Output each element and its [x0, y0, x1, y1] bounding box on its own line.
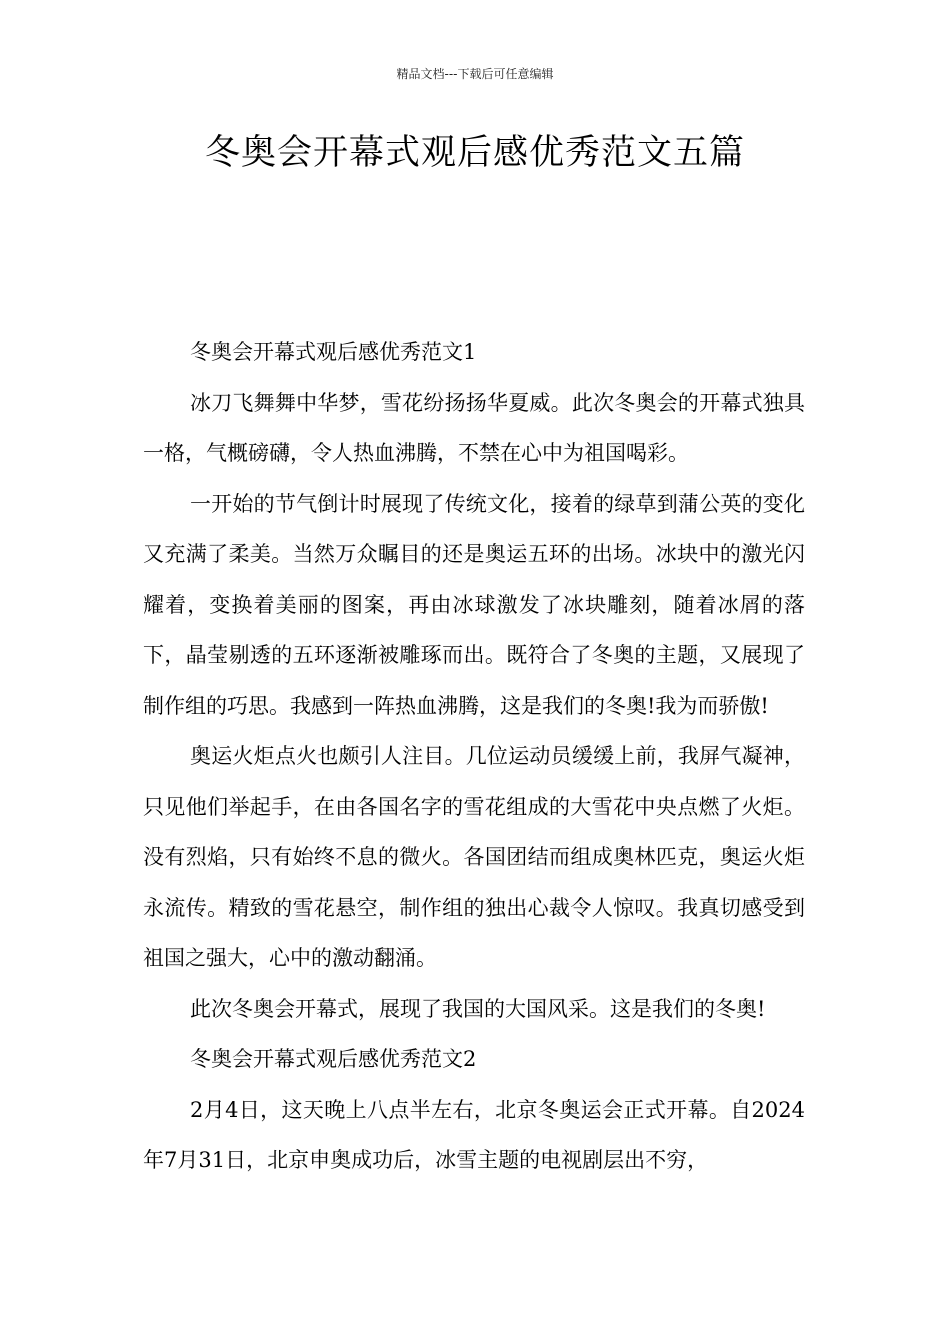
- section-heading-2: 冬奥会开幕式观后感优秀范文2: [190, 1047, 477, 1071]
- paragraph: 此次冬奥会开幕式，展现了我国的大国风采。这是我们的冬奥!: [190, 996, 766, 1021]
- document-title: 冬奥会开幕式观后感优秀范文五篇: [204, 133, 745, 173]
- paragraph: 冰刀飞舞舞中华梦，雪花纷扬扬华夏威。此次冬奥会的开幕式独具一格，气概磅礴，令人热血沸腾，不禁在心中为祖国喝彩。: [143, 390, 805, 465]
- section-heading-1: 冬奥会开幕式观后感优秀范文1: [190, 340, 477, 364]
- page-header: 精品文档---下载后可任意编辑: [396, 67, 554, 81]
- paragraph: 奥运火炬点火也颇引人注目。几位运动员缓缓上前，我屏气凝神，只见他们举起手，在由各国名字的雪花组成的大雪花中央点燃了火炬。没有烈焰，只有始终不息的微火。各国团结而组成奥林匹克，奥运火炬永流传。精致的雪花悬空，制作组的独出心裁令人惊叹。我真切感受到祖国之强大，心中的激动翻涌。: [143, 744, 805, 970]
- document-body: [143, 327, 805, 1186]
- paragraph: 2月4日，这天晚上八点半左右，北京冬奥运会正式开幕。自2024年7月31日，北京申奥成功后，冰雪主题的电视剧层出不穷，: [143, 1097, 805, 1172]
- paragraph: 一开始的节气倒计时展现了传统文化，接着的绿草到蒲公英的变化又充满了柔美。当然万众瞩目的还是奥运五环的出场。冰块中的激光闪耀着，变换着美丽的图案，再由冰球激发了冰块雕刻，随着冰屑的落下，晶莹剔透的五环逐渐被雕琢而出。既符合了冬奥的主题，又展现了制作组的巧思。我感到一阵热血沸腾，这是我们的冬奥!我为而骄傲!: [143, 491, 805, 718]
